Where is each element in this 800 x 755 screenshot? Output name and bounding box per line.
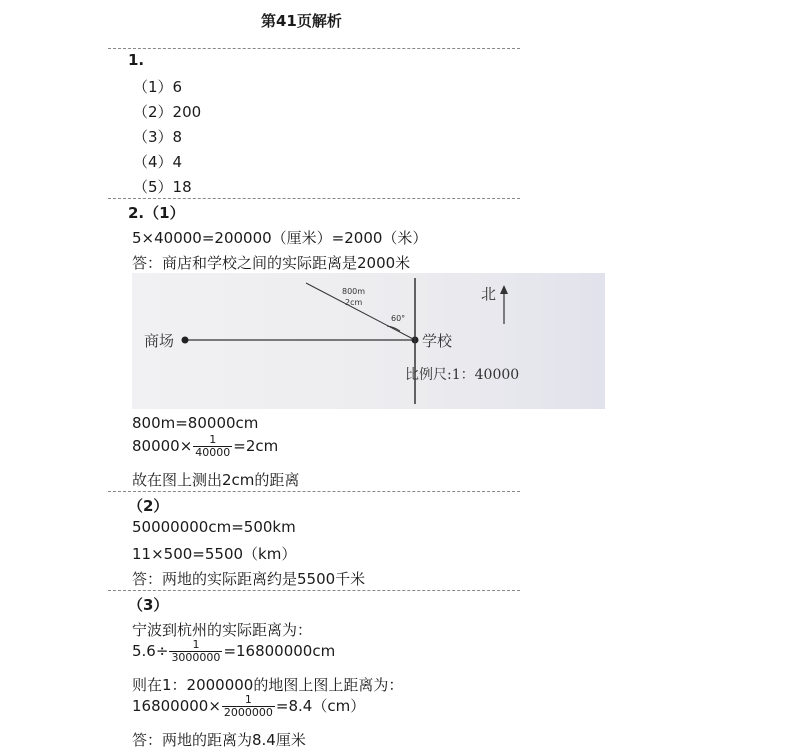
fraction-numerator: 1: [209, 433, 217, 446]
mall-label: 商场: [144, 332, 175, 350]
map-distance-label: 2cm: [345, 298, 363, 307]
scale-map-svg: [132, 273, 605, 409]
distance-label: 800m: [342, 287, 366, 296]
fraction: [222, 694, 275, 719]
figure-background: [132, 273, 605, 409]
answer-1-1: （1）6: [133, 78, 183, 96]
question-2-3-label: （3）: [128, 596, 169, 614]
calc-suffix: =2cm: [233, 437, 279, 455]
fraction-calc-line: [132, 694, 365, 719]
scale-map-figure: [132, 273, 605, 409]
fraction-denominator: 40000: [195, 446, 231, 459]
fraction-numerator: 1: [192, 638, 200, 651]
answer-1-4: （4）4: [133, 153, 183, 171]
calc-line: 11×500=5500（km）: [132, 545, 297, 563]
section-divider: [108, 198, 520, 199]
answer-line: 答：两地的距离为8.4厘米: [132, 731, 306, 749]
calc-prefix: 5.6÷: [132, 642, 169, 660]
conversion-line: 800m=80000cm: [132, 414, 259, 432]
north-label: 北: [481, 285, 497, 303]
calc-line: 5×40000=200000（厘米）=2000（米）: [132, 229, 428, 247]
school-label: 学校: [422, 332, 453, 350]
angle-label: 60°: [391, 314, 406, 323]
calc-prefix: 80000×: [132, 437, 193, 455]
page-title: 第41页解析: [261, 12, 342, 30]
mall-point: [182, 337, 189, 344]
conclusion-line: 故在图上测出2cm的距离: [132, 471, 300, 489]
answer-line: 答：商店和学校之间的实际距离是2000米: [132, 254, 411, 272]
answer-1-2: （2）200: [133, 103, 202, 121]
intro-line: 则在1：2000000的地图上图上距离为：: [132, 676, 404, 694]
section-divider: [108, 48, 520, 49]
question-2-2-label: （2）: [128, 497, 169, 515]
question-2-1-label: 2.（1）: [128, 204, 185, 222]
fraction-numerator: 1: [244, 693, 252, 706]
answer-1-5: （5）18: [133, 178, 192, 196]
calc-suffix: =8.4（cm）: [275, 697, 366, 715]
calc-prefix: 16800000×: [132, 697, 221, 715]
question-1-label: 1.: [128, 51, 145, 69]
intro-line: 宁波到杭州的实际距离为：: [132, 621, 313, 639]
calc-suffix: =16800000cm: [223, 642, 336, 660]
fraction-denominator: 3000000: [171, 651, 221, 664]
answer-line: 答：两地的实际距离约是5500千米: [132, 570, 366, 588]
fraction: [193, 434, 232, 459]
section-divider: [108, 491, 520, 492]
fraction-calc-line: [132, 434, 278, 459]
scale-label: 比例尺:1：40000: [405, 367, 520, 383]
fraction-denominator: 2000000: [223, 706, 273, 719]
fraction-calc-line: [132, 639, 335, 664]
answer-1-3: （3）8: [133, 128, 183, 146]
conversion-line: 50000000cm=500km: [132, 518, 296, 536]
fraction: [169, 639, 222, 664]
section-divider: [108, 590, 520, 591]
